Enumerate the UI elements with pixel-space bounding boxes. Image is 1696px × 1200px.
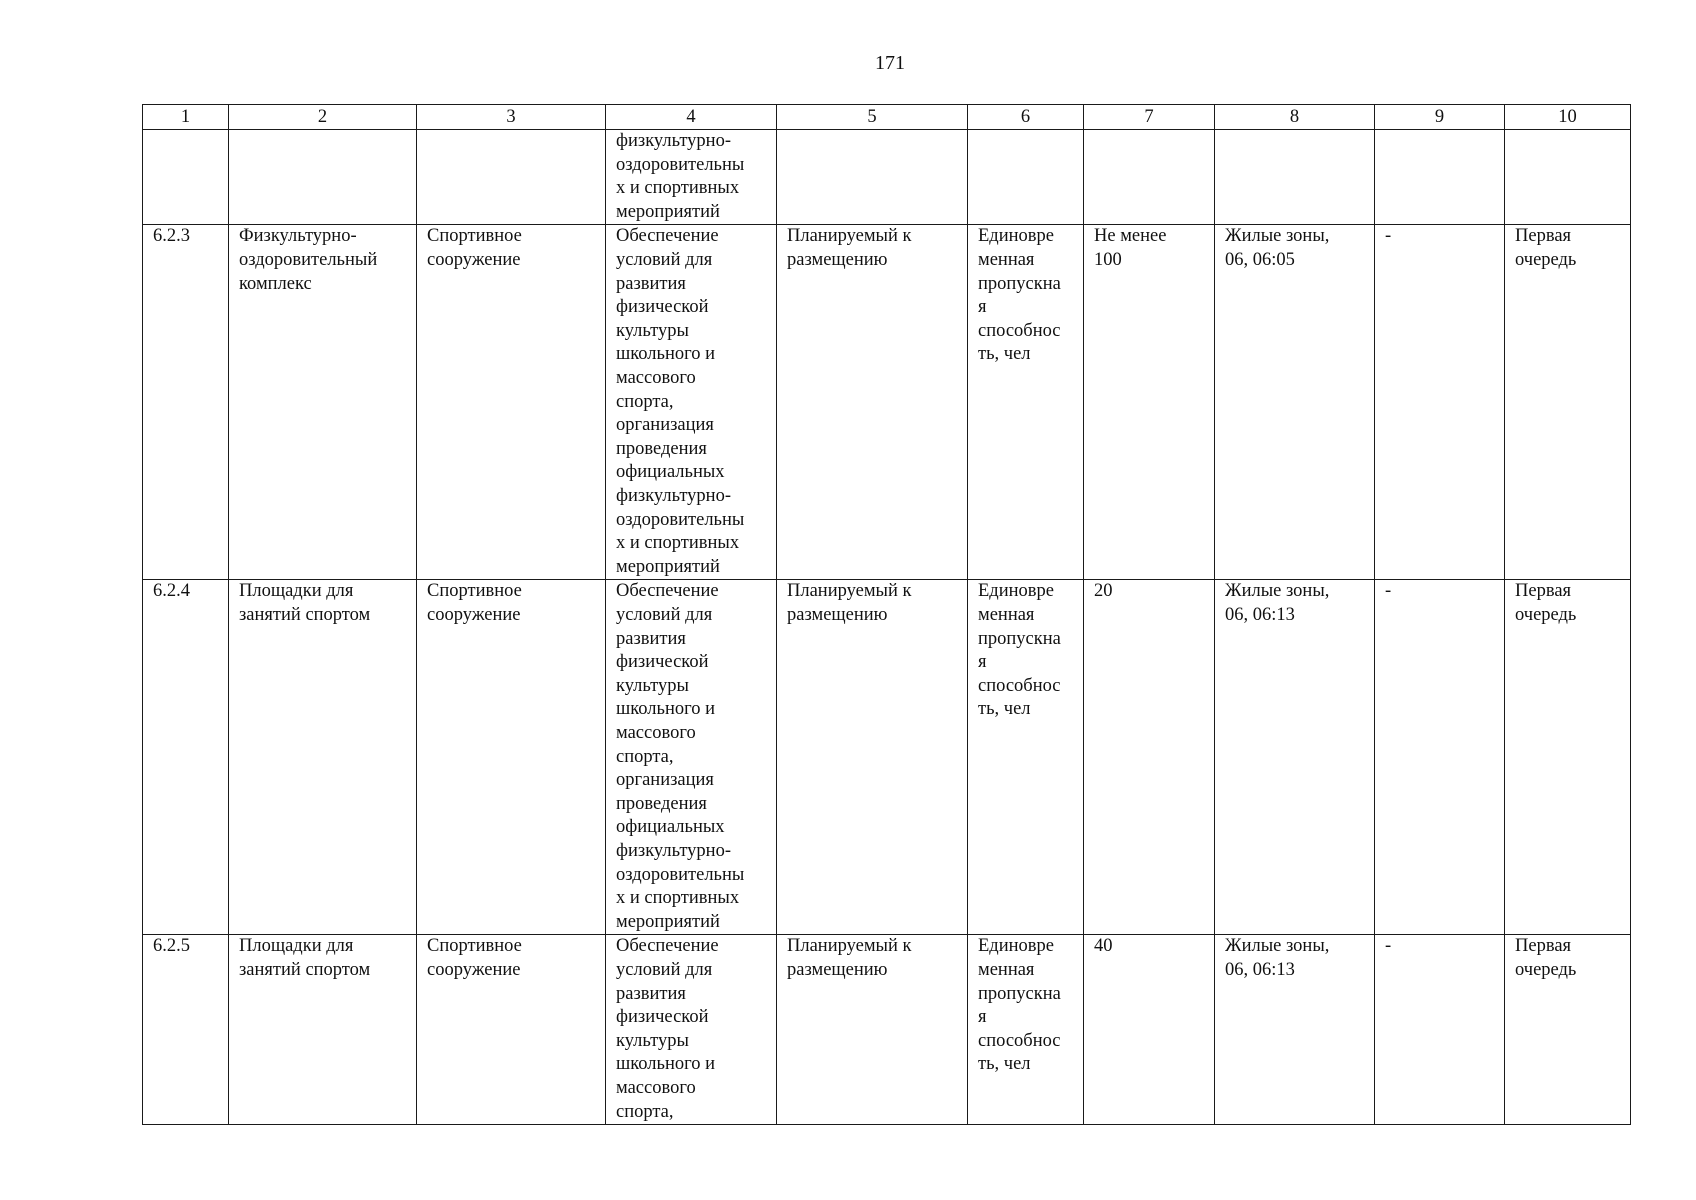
- table-cell: [777, 130, 968, 225]
- characteristic-cell: Единовре менная пропускна я способнос ть, чел: [968, 225, 1084, 580]
- location-cell: Жилые зоны, 06, 06:05: [1215, 225, 1375, 580]
- object-type-cell: Спортивное сооружение: [417, 580, 606, 935]
- column-header: 2: [229, 105, 417, 130]
- table-cell: [1375, 130, 1505, 225]
- zone-cell: -: [1375, 935, 1505, 1125]
- stage-cell: Первая очередь: [1505, 935, 1631, 1125]
- value-cell: 40: [1084, 935, 1215, 1125]
- column-header: 1: [143, 105, 229, 130]
- location-cell: Жилые зоны, 06, 06:13: [1215, 935, 1375, 1125]
- zone-cell: -: [1375, 225, 1505, 580]
- column-header: 4: [606, 105, 777, 130]
- table-cell: [1505, 130, 1631, 225]
- purpose-cell: Обеспечение условий для развития физической культуры школьного и массового спорта, организация проведения официальных физкультурно- оздоровительны х и спортивных мероприятий: [606, 580, 777, 935]
- row-number-cell: 6.2.4: [143, 580, 229, 935]
- stage-cell: Первая очередь: [1505, 580, 1631, 935]
- column-header: 6: [968, 105, 1084, 130]
- table-cell: физкультурно- оздоровительны х и спортивных мероприятий: [606, 130, 777, 225]
- purpose-cell: Обеспечение условий для развития физической культуры школьного и массового спорта, организация проведения официальных физкультурно- оздоровительны х и спортивных мероприятий: [606, 225, 777, 580]
- table-cell: [143, 130, 229, 225]
- column-header: 10: [1505, 105, 1631, 130]
- table-header-row: [143, 105, 1631, 130]
- object-type-cell: Спортивное сооружение: [417, 225, 606, 580]
- column-header: 9: [1375, 105, 1505, 130]
- object-name-cell: Площадки для занятий спортом: [229, 580, 417, 935]
- value-cell: 20: [1084, 580, 1215, 935]
- table-cell: [417, 130, 606, 225]
- status-cell: Планируемый к размещению: [777, 935, 968, 1125]
- row-number-cell: 6.2.5: [143, 935, 229, 1125]
- column-header: 7: [1084, 105, 1215, 130]
- table-cell: [1084, 130, 1215, 225]
- table-cell: [229, 130, 417, 225]
- table-row: [143, 225, 1631, 580]
- table-row: [143, 130, 1631, 225]
- zone-cell: -: [1375, 580, 1505, 935]
- table-row: [143, 580, 1631, 935]
- object-name-cell: Физкультурно- оздоровительный комплекс: [229, 225, 417, 580]
- table-cell: [968, 130, 1084, 225]
- page-number: 171: [875, 52, 905, 74]
- table-row: [143, 935, 1631, 1125]
- table-cell: [1215, 130, 1375, 225]
- object-name-cell: Площадки для занятий спортом: [229, 935, 417, 1125]
- status-cell: Планируемый к размещению: [777, 580, 968, 935]
- stage-cell: Первая очередь: [1505, 225, 1631, 580]
- row-number-cell: 6.2.3: [143, 225, 229, 580]
- characteristic-cell: Единовре менная пропускна я способнос ть, чел: [968, 935, 1084, 1125]
- data-table: [142, 104, 1631, 1125]
- value-cell: Не менее 100: [1084, 225, 1215, 580]
- column-header: 3: [417, 105, 606, 130]
- location-cell: Жилые зоны, 06, 06:13: [1215, 580, 1375, 935]
- status-cell: Планируемый к размещению: [777, 225, 968, 580]
- characteristic-cell: Единовре менная пропускна я способнос ть, чел: [968, 580, 1084, 935]
- column-header: 8: [1215, 105, 1375, 130]
- column-header: 5: [777, 105, 968, 130]
- purpose-cell: Обеспечение условий для развития физической культуры школьного и массового спорта,: [606, 935, 777, 1125]
- object-type-cell: Спортивное сооружение: [417, 935, 606, 1125]
